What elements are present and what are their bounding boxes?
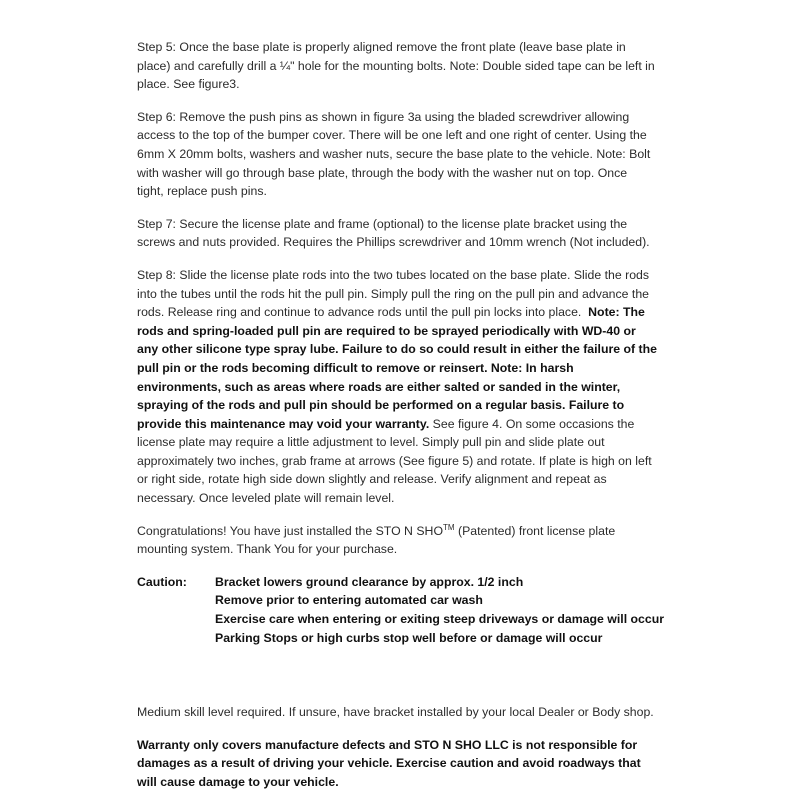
step-8-adjustment: See figure 4. On some occasions the license plate may require a little adjustment to level. Simply pull pin and slide plate out approximately two inches, grab frame at arrows (See figure 5) and rotate. If plate is high on left or right side, rotate high side down slightly and release. Verify alignment and repeat as necessary. Once leveled plate will remain level.: [137, 416, 652, 506]
instruction-page: [137, 38, 665, 806]
caution-label: Caution:: [137, 574, 187, 589]
caution-item: Exercise care when entering or exiting steep driveways or damage will occur: [215, 612, 665, 627]
caution-item: Remove prior to entering automated car wash: [215, 593, 483, 608]
congrats-text: Congratulations! You have just installed the STO N SHO: [137, 523, 444, 538]
step-8-intro: Step 8: Slide the license plate rods into the two tubes located on the base plate. Slide the rods into the tubes until the rods hit the pull pin. Simply pull the ring on the pull pin and advance the rods. Release ring and continue to advance rods until the pull pin locks into place.: [137, 267, 650, 320]
trademark-mark: TM: [443, 522, 455, 532]
step-8-paragraph: [137, 266, 657, 508]
caution-item: Parking Stops or high curbs stop well before or damage will occur: [215, 630, 603, 645]
step-8-maintenance-note: Note: The rods and spring-loaded pull pin are required to be sprayed periodically with WD-40 or any other silicone type spray lube. Failure to do so could result in either the failure of the pull pin or the rods becoming difficult to remove or reinsert. Note: In harsh environments, such as areas where roads are either salted or sanded in the winter, spraying of the rods and pull pin should be performed on a regular basis. Failure to provide this maintenance may void your warranty.: [137, 305, 657, 431]
warranty-disclaimer: Warranty only covers manufacture defects and STO N SHO LLC is not responsible for damages as a result of driving your vehicle. Exercise caution and avoid roadways that will cause damage to your vehicle.: [137, 737, 641, 789]
step-5-paragraph: Step 5: Once the base plate is properly aligned remove the front plate (leave base plate in place) and carefully drill a ¼" hole for the mounting bolts. Note: Double sided tape can be left in place. See figure3.: [137, 40, 655, 92]
caution-list: [215, 573, 664, 647]
step-7-paragraph: Step 7: Secure the license plate and frame (optional) to the license plate bracket using the screws and nuts provided. Requires the Phillips screwdriver and 10mm wrench (Not included).: [137, 216, 650, 250]
congratulations-paragraph: [137, 522, 657, 559]
caution-block: [137, 573, 665, 647]
caution-item: Bracket lowers ground clearance by approx. 1/2 inch: [215, 574, 524, 589]
step-6-paragraph: Step 6: Remove the push pins as shown in figure 3a using the bladed screwdriver allowing access to the top of the bumper cover. There will be one left and one right of center. Using the 6mm X 20mm bolts, washers and washer nuts, secure the base plate to the vehicle. Note: Bolt with washer will go through base plate, through the body with the washer nut on top. Once tight, replace push pins.: [137, 109, 651, 199]
skill-level-note: Medium skill level required. If unsure, have bracket installed by your local Dealer or Body shop.: [137, 705, 654, 720]
congrats-text-end: (Patented) front license plate mounting system. Thank You for your purchase.: [137, 523, 616, 557]
